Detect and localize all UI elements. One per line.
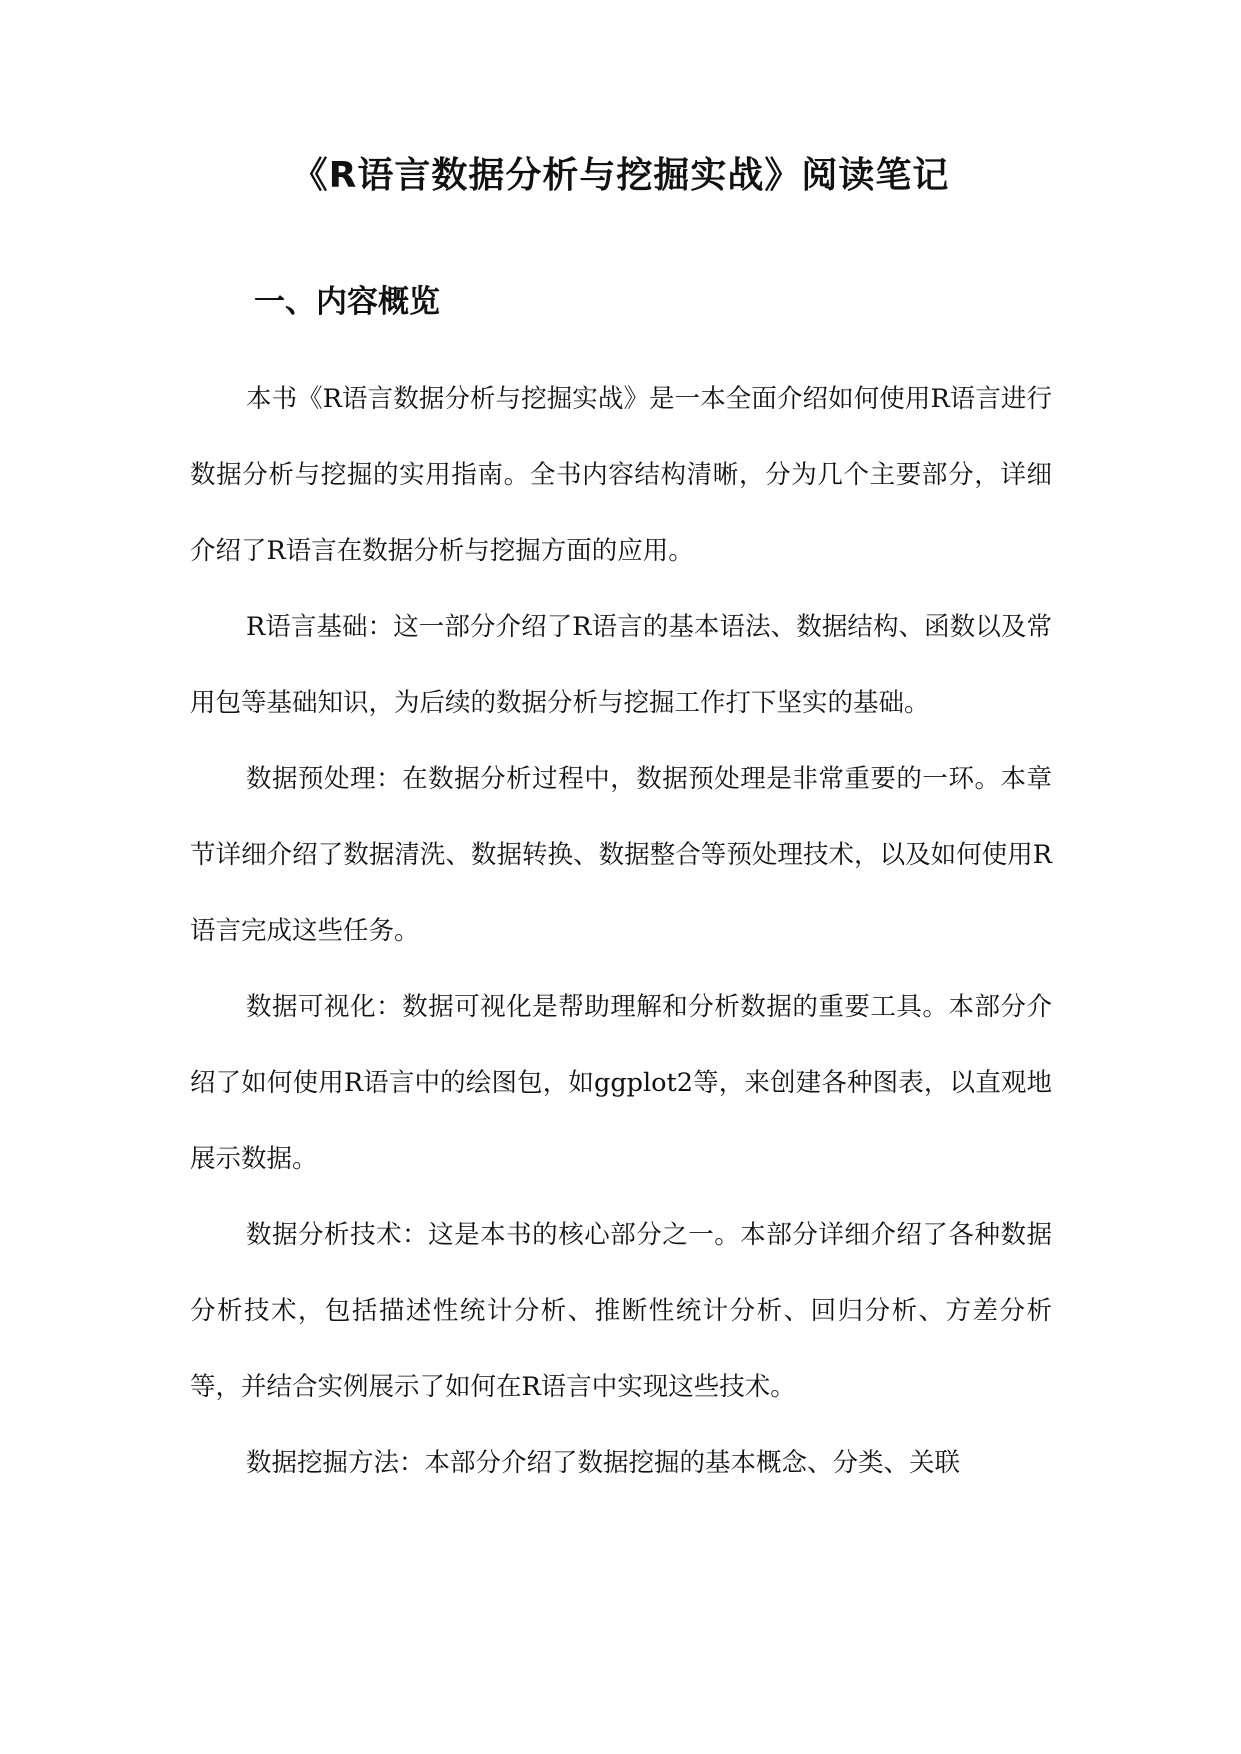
- body-text: [190, 361, 1052, 1501]
- paragraph-mining-methods: 数据挖掘方法：本部分介绍了数据挖掘的基本概念、分类、关联: [246, 1448, 961, 1478]
- paragraph-r-basics: R语言基础：这一部分介绍了R语言的基本语法、数据结构、函数以及常用包等基础知识，为后续的数据分析与挖掘工作打下坚实的基础。: [190, 612, 1052, 718]
- paragraph-overview: 本书《R语言数据分析与挖掘实战》是一本全面介绍如何使用R语言进行数据分析与挖掘的实用指南。全书内容结构清晰，分为几个主要部分，详细介绍了R语言在数据分析与挖掘方面的应用。: [190, 384, 1052, 566]
- paragraph-preprocessing: 数据预处理：在数据分析过程中，数据预处理是非常重要的一环。本章节详细介绍了数据清洗、数据转换、数据整合等预处理技术，以及如何使用R语言完成这些任务。: [190, 764, 1052, 946]
- paragraph-analysis-techniques: 数据分析技术：这是本书的核心部分之一。本部分详细介绍了各种数据分析技术，包括描述性统计分析、推断性统计分析、回归分析、方差分析等，并结合实例展示了如何在R语言中实现这些技术。: [190, 1220, 1052, 1402]
- paragraph-visualization: 数据可视化：数据可视化是帮助理解和分析数据的重要工具。本部分介绍了如何使用R语言中的绘图包，如ggplot2等，来创建各种图表，以直观地展示数据。: [190, 992, 1052, 1174]
- document-title: 《R语言数据分析与挖掘实战》阅读笔记: [291, 155, 950, 196]
- section-heading: 一、内容概览: [254, 284, 440, 320]
